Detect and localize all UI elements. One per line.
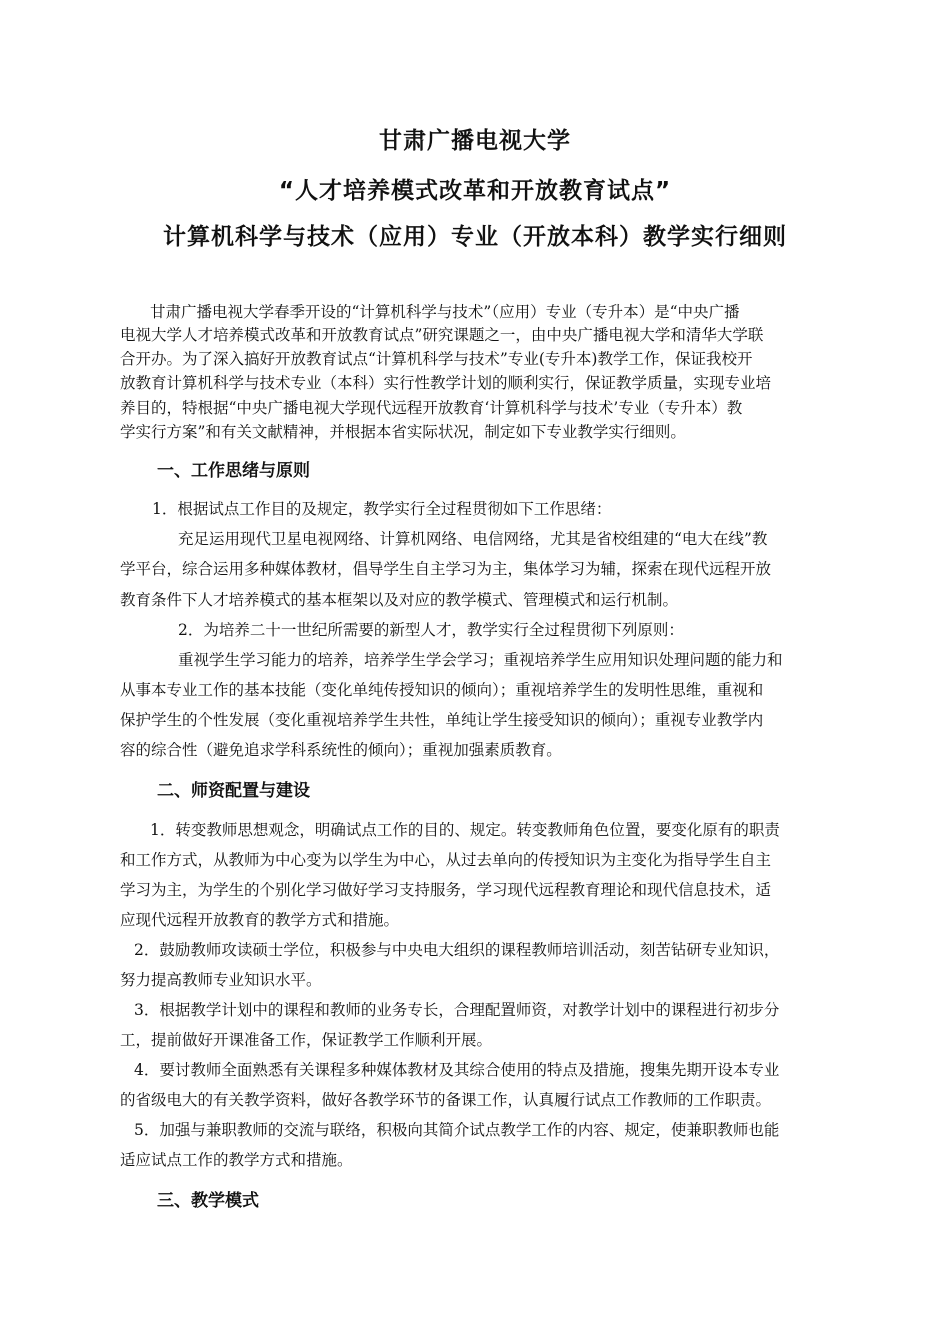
section-heading-3: 三、教学模式 (157, 1191, 259, 1211)
doc-title-line-1: 甘肃广播电视大学 (379, 128, 571, 154)
intro-line: 甘肃广播电视大学春季开设的“计算机科学与技术”（应用）专业（专升本）是“中央广播 (150, 303, 740, 321)
section2-line: 2．鼓励教师攻读硕士学位，积极参与中央电大组织的课程教师培训活动，刻苦钻研专业知识， (134, 941, 780, 959)
section2-line: 应现代远程开放教育的教学方式和措施。 (120, 911, 400, 929)
section2-line: 5．加强与兼职教师的交流与联络，积极向其简介试点教学工作的内容、规定，使兼职教师也能 (134, 1121, 780, 1139)
section2-line: 适应试点工作的教学方式和措施。 (120, 1151, 353, 1169)
doc-title-line-3: 计算机科学与技术（应用）专业（开放本科）教学实行细则 (163, 224, 787, 250)
section1-line: 教育条件下人才培养模式的基本框架以及对应的教学模式、管理模式和运行机制。 (120, 591, 679, 609)
intro-line: 电视大学人才培养模式改革和开放教育试点”研究课题之一，由中央广播电视大学和清华大学联 (120, 326, 764, 344)
section1-line: 2．为培养二十一世纪所需要的新型人才，教学实行全过程贯彻下列原则： (178, 621, 684, 639)
section2-line: 学习为主，为学生的个别化学习做好学习支持服务，学习现代远程教育理论和现代信息技术，适 (120, 881, 772, 899)
intro-line: 养目的，特根据“中央广播电视大学现代远程开放教育‘计算机科学与技术’专业（专升本）教 (120, 399, 743, 417)
section1-line: 充足运用现代卫星电视网络、计算机网络、电信网络，尤其是省校组建的“电大在线”教 (178, 530, 768, 548)
section2-line: 和工作方式，从教师为中心变为以学生为中心，从过去单向的传授知识为主变化为指导学生自主 (120, 851, 772, 869)
section2-line: 4．要讨教师全面熟悉有关课程多种媒体教材及其综合使用的特点及措施，搜集先期开设本专业 (134, 1061, 780, 1079)
section1-line: 学平台，综合运用多种媒体教材，倡导学生自主学习为主，集体学习为辅，探索在现代远程开放 (120, 560, 772, 578)
section1-line: 1．根据试点工作目的及规定，教学实行全过程贯彻如下工作思绪： (152, 500, 612, 518)
section-heading-2: 二、师资配置与建设 (157, 781, 310, 801)
section2-line: 工，提前做好开课准备工作，保证教学工作顺利开展。 (120, 1031, 493, 1049)
section1-line: 从事本专业工作的基本技能（变化单纯传授知识的倾向）；重视培养学生的发明性思维，重视和 (120, 681, 764, 699)
section1-line: 重视学生学习能力的培养，培养学生学会学习；重视培养学生应用知识处理问题的能力和 (178, 651, 783, 669)
intro-line: 学实行方案”和有关文献精神，并根据本省实际状况，制定如下专业教学实行细则。 (120, 423, 686, 441)
section1-line: 保护学生的个性发展（变化重视培养学生共性，单纯让学生接受知识的倾向）；重视专业教学内 (120, 711, 764, 729)
section-heading-1: 一、工作思绪与原则 (157, 461, 310, 481)
intro-line: 合开办。为了深入搞好开放教育试点“计算机科学与技术”专业(专升本)教学工作，保证我校开 (120, 350, 753, 368)
intro-line: 放教育计算机科学与技术专业（本科）实行性教学计划的顺利实行，保证教学质量，实现专业培 (120, 374, 772, 392)
section1-line: 容的综合性（避免追求学科系统性的倾向）；重视加强素质教育。 (120, 741, 562, 759)
doc-title-line-2: “人才培养模式改革和开放教育试点” (278, 178, 672, 204)
section2-line: 努力提高教师专业知识水平。 (120, 971, 322, 989)
section2-line: 的省级电大的有关教学资料，做好各教学环节的备课工作，认真履行试点工作教师的工作职责。 (120, 1091, 772, 1109)
section2-line: 3．根据教学计划中的课程和教师的业务专长，合理配置师资，对教学计划中的课程进行初步分 (134, 1001, 780, 1019)
section2-line: 1．转变教师思想观念，明确试点工作的目的、规定。转变教师角色位置，要变化原有的职责 (150, 821, 780, 839)
